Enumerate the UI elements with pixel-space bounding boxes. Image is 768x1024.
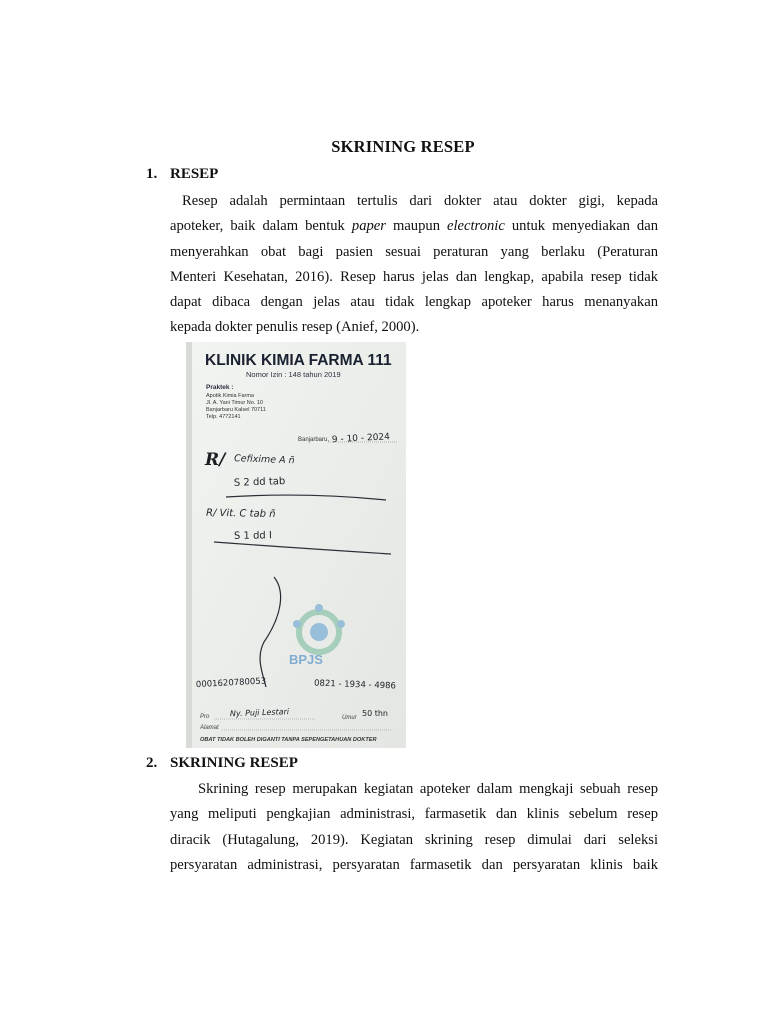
patient-name: Ny. Puji Lestari [229,707,290,719]
rx-line: S 1 dd I [233,530,272,542]
phone-number: 0821 - 1934 - 4986 [313,678,397,692]
section2-paragraph [170,777,658,878]
paragraph-line: menyerahkan obat bagi pasien sesuai peraturan yang berlaku (Peraturan [170,243,658,260]
section-heading-resep [146,166,218,183]
rx-line: S 2 dd tab [233,476,286,489]
age-value: 50 thn [362,709,388,718]
paragraph-line: apoteker, baik dalam bentuk paper maupun electronic untuk menyediakan dan [170,218,658,235]
practice-line: Telp. 4772141 [206,414,241,420]
page-title: SKRINING RESEP [331,137,475,156]
paragraph-line: yang meliputi pengkajian administrasi, farmasetik dan klinis sebelum resep [170,806,658,823]
permit-number: Nomor Izin : 148 tahun 2019 [246,370,341,379]
footer-warning: OBAT TIDAK BOLEH DIGANTI TANPA SEPENGETAHUAN DOKTER [200,737,377,743]
section-title: SKRINING RESEP [170,755,298,771]
prescription-photo [186,342,406,748]
paragraph-line: Menteri Kesehatan, 2016). Resep harus jelas dan lengkap, apabila resep tidak [170,268,658,285]
address-label: Alamat [200,725,219,731]
paragraph-line: persyaratan administrasi, persyaratan farmasetik dan persyaratan klinis baik [170,856,658,873]
handwritten-date: 9 - 10 - 2024 [331,432,391,446]
paragraph-line: Skrining resep merupakan kegiatan apoteker dalam mengkaji sebuah resep [198,781,658,797]
section-number: 2. [146,755,158,771]
section-title: RESEP [170,166,219,182]
practice-label: Praktek : [206,384,234,391]
rx-line: Cefixime A ñ [233,453,295,467]
city-date-label: Banjarbaru, [298,437,330,443]
section-number: 1. [146,166,158,182]
clinic-name: KLINIK KIMIA FARMA 111 [205,352,392,369]
rx-symbol: R/ [205,450,226,470]
age-label: Umur [342,715,357,721]
paragraph-line: kepada dokter penulis resep (Anief, 2000). [170,319,420,336]
rx-line: R/ Vit. C tab ñ [205,507,276,520]
section1-paragraph [170,189,658,341]
paragraph-line: Resep adalah permintaan tertulis dari dokter atau dokter gigi, kepada [182,193,658,209]
practice-line: Apotik Kimia Farma [206,393,254,399]
paragraph-line: dapat dibaca dengan jelas atau tidak lengkap apoteker harus menanyakan [170,294,658,311]
bpjs-label: BPJS [289,652,323,667]
practice-line: Banjarbaru Kalsel 70711 [206,407,266,413]
section-heading-skrining-resep [146,755,298,772]
patient-number: 0001620780053 [195,676,267,691]
paragraph-line: diracik (Hutagalung, 2019). Kegiatan skrining resep dimulai dari seleksi [170,831,658,848]
practice-line: Jl. A. Yani Timur No. 10 [206,400,263,406]
pro-label: Pro [200,714,210,720]
